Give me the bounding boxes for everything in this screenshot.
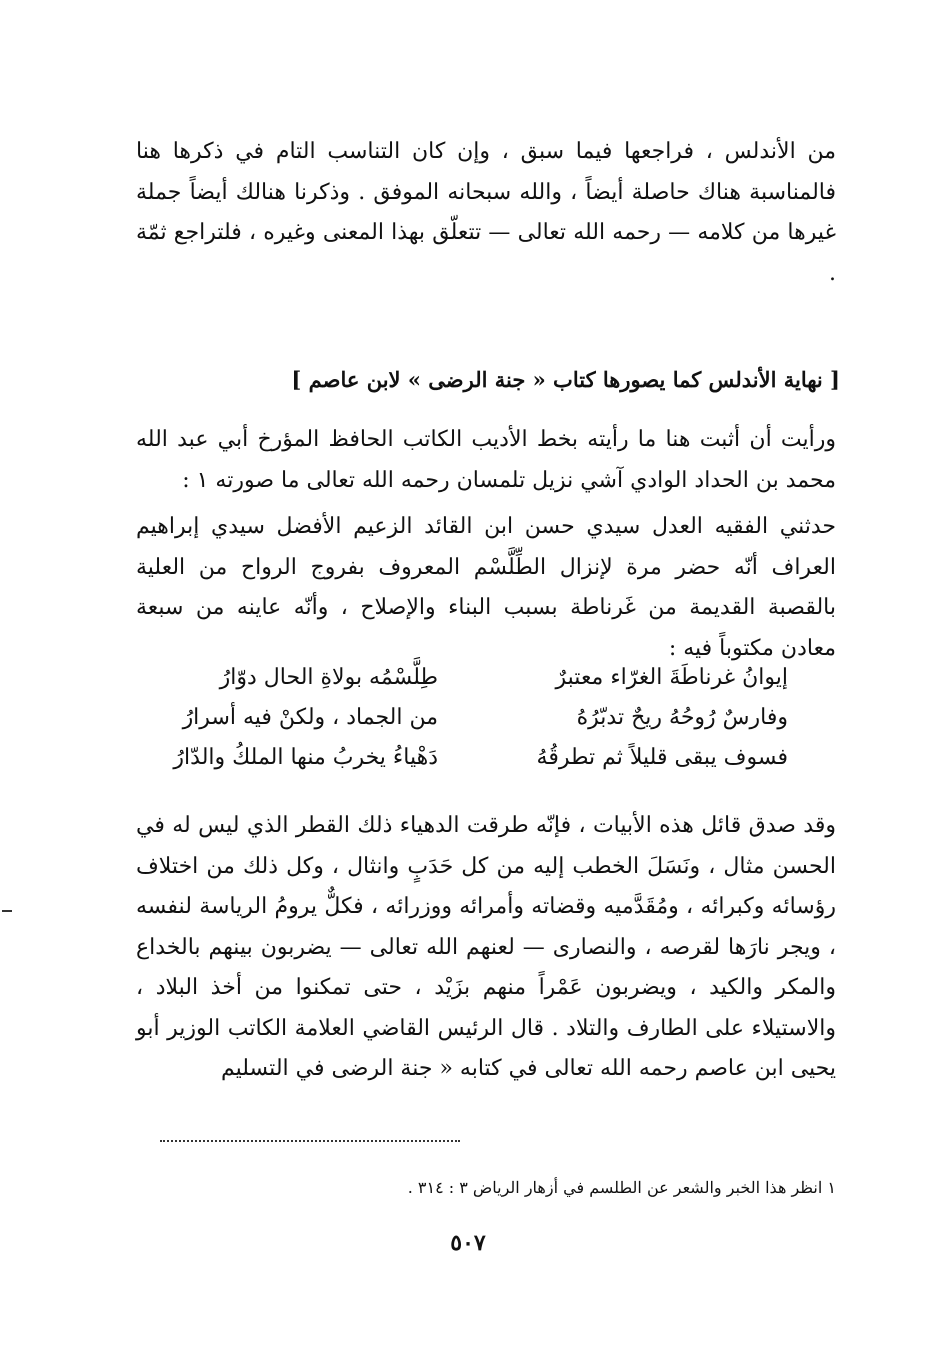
paragraph-4: وقد صدق قائل هذه الأبيات ، فإنّه طرقت الدهياء ذلك القطر الذي ليس له في الحسن مثال ، ونَسَلَ الخطب إليه من كل حَدَبٍ وانثال ، وكل ذلك من اختلاف رؤسائه وكبرائه ، ومُقَدَّميه وقضاته وأمرائه ووزرائه ، فكلٌّ يرومُ الرياسة لنفسه ، ويجر نارَها لقرصه ، والنصارى — لعنهم الله تعالى — يضربون بينهم بالخداع والمكر والكيد ، ويضربون عَمْراً منهم بزَيْد ، حتى تمكنوا من أخذ البلاد ، والاستيلاء على الطارف والتلاد . قال الرئيس القاضي العلامة الكاتب الوزير أبو يحيى ابن عاصم رحمه الله تعالى في كتابه « جنة الرضى في التسليم: [136, 813, 836, 1081]
poem-verse-3: [138, 738, 788, 778]
section-heading: [ نهاية الأندلس كما يصورها كتاب « جنة الرضى » لابن عاصم ]: [291, 367, 840, 392]
paragraph-2: ورأيت أن أثبت هنا ما رأيته بخط الأديب الكاتب الحافظ المؤرخ أبي عبد الله محمد بن الحداد الوادي آشي نزيل تلمسان رحمه الله تعالى ما صورته ١ :: [136, 427, 836, 493]
verse-2-first-hemistich: وفارسٌ رُوحُهُ ريحٌ تدبّرُهُ: [576, 705, 788, 730]
page-number: ٥٠٧: [450, 1230, 486, 1256]
poem: [138, 658, 788, 778]
verse-1-second-hemistich: طِلَّسْمُه بولاةِ الحال دوّارُ: [219, 665, 438, 690]
verse-2-second-hemistich: من الجماد ، ولكنْ فيه أسرارُ: [182, 705, 438, 730]
verse-1-first-hemistich: إيوانُ غرناطَةَ الغرّاء معتبرٌ: [555, 665, 788, 690]
footnote-divider: [160, 1140, 460, 1142]
paragraph-3: حدثني الفقيه العدل سيدي حسن ابن القائد الزعيم الأفضل سيدي إبراهيم العراف أنّه حضر مرة لإنزال الطِّلَّسْم المعروف بفروج الرواح من العلية بالقصبة القديمة من غَرناطة بسبب البناء والإصلاح ، وأنّه عاينه من سبعة معادن مكتوباً فيه :: [136, 514, 836, 661]
margin-mark: [2, 910, 12, 912]
poem-verse-1: [138, 658, 788, 698]
verse-3-first-hemistich: فسوف يبقى قليلاً ثم تطرقُهُ: [536, 745, 788, 770]
poem-verse-2: [138, 698, 788, 738]
verse-3-second-hemistich: دَهْياءُ يخربُ منها الملكُ والدّارُ: [173, 745, 438, 770]
paragraph-1: من الأندلس ، فراجعها فيما سبق ، وإن كان التناسب التام في ذكرها هنا فالمناسبة هناك حاصلة أيضاً ، والله سبحانه الموفق . وذكرنا هنالك أيضاً جملة غيرها من كلامه — رحمه الله تعالى — تتعلّق بهذا المعنى وغيره ، فلتراجع ثمّة .: [136, 139, 836, 286]
footnote: ١ انظر هذا الخبر والشعر عن الطلسم في أزهار الرياض ٣ : ٣١٤ .: [407, 1178, 836, 1197]
